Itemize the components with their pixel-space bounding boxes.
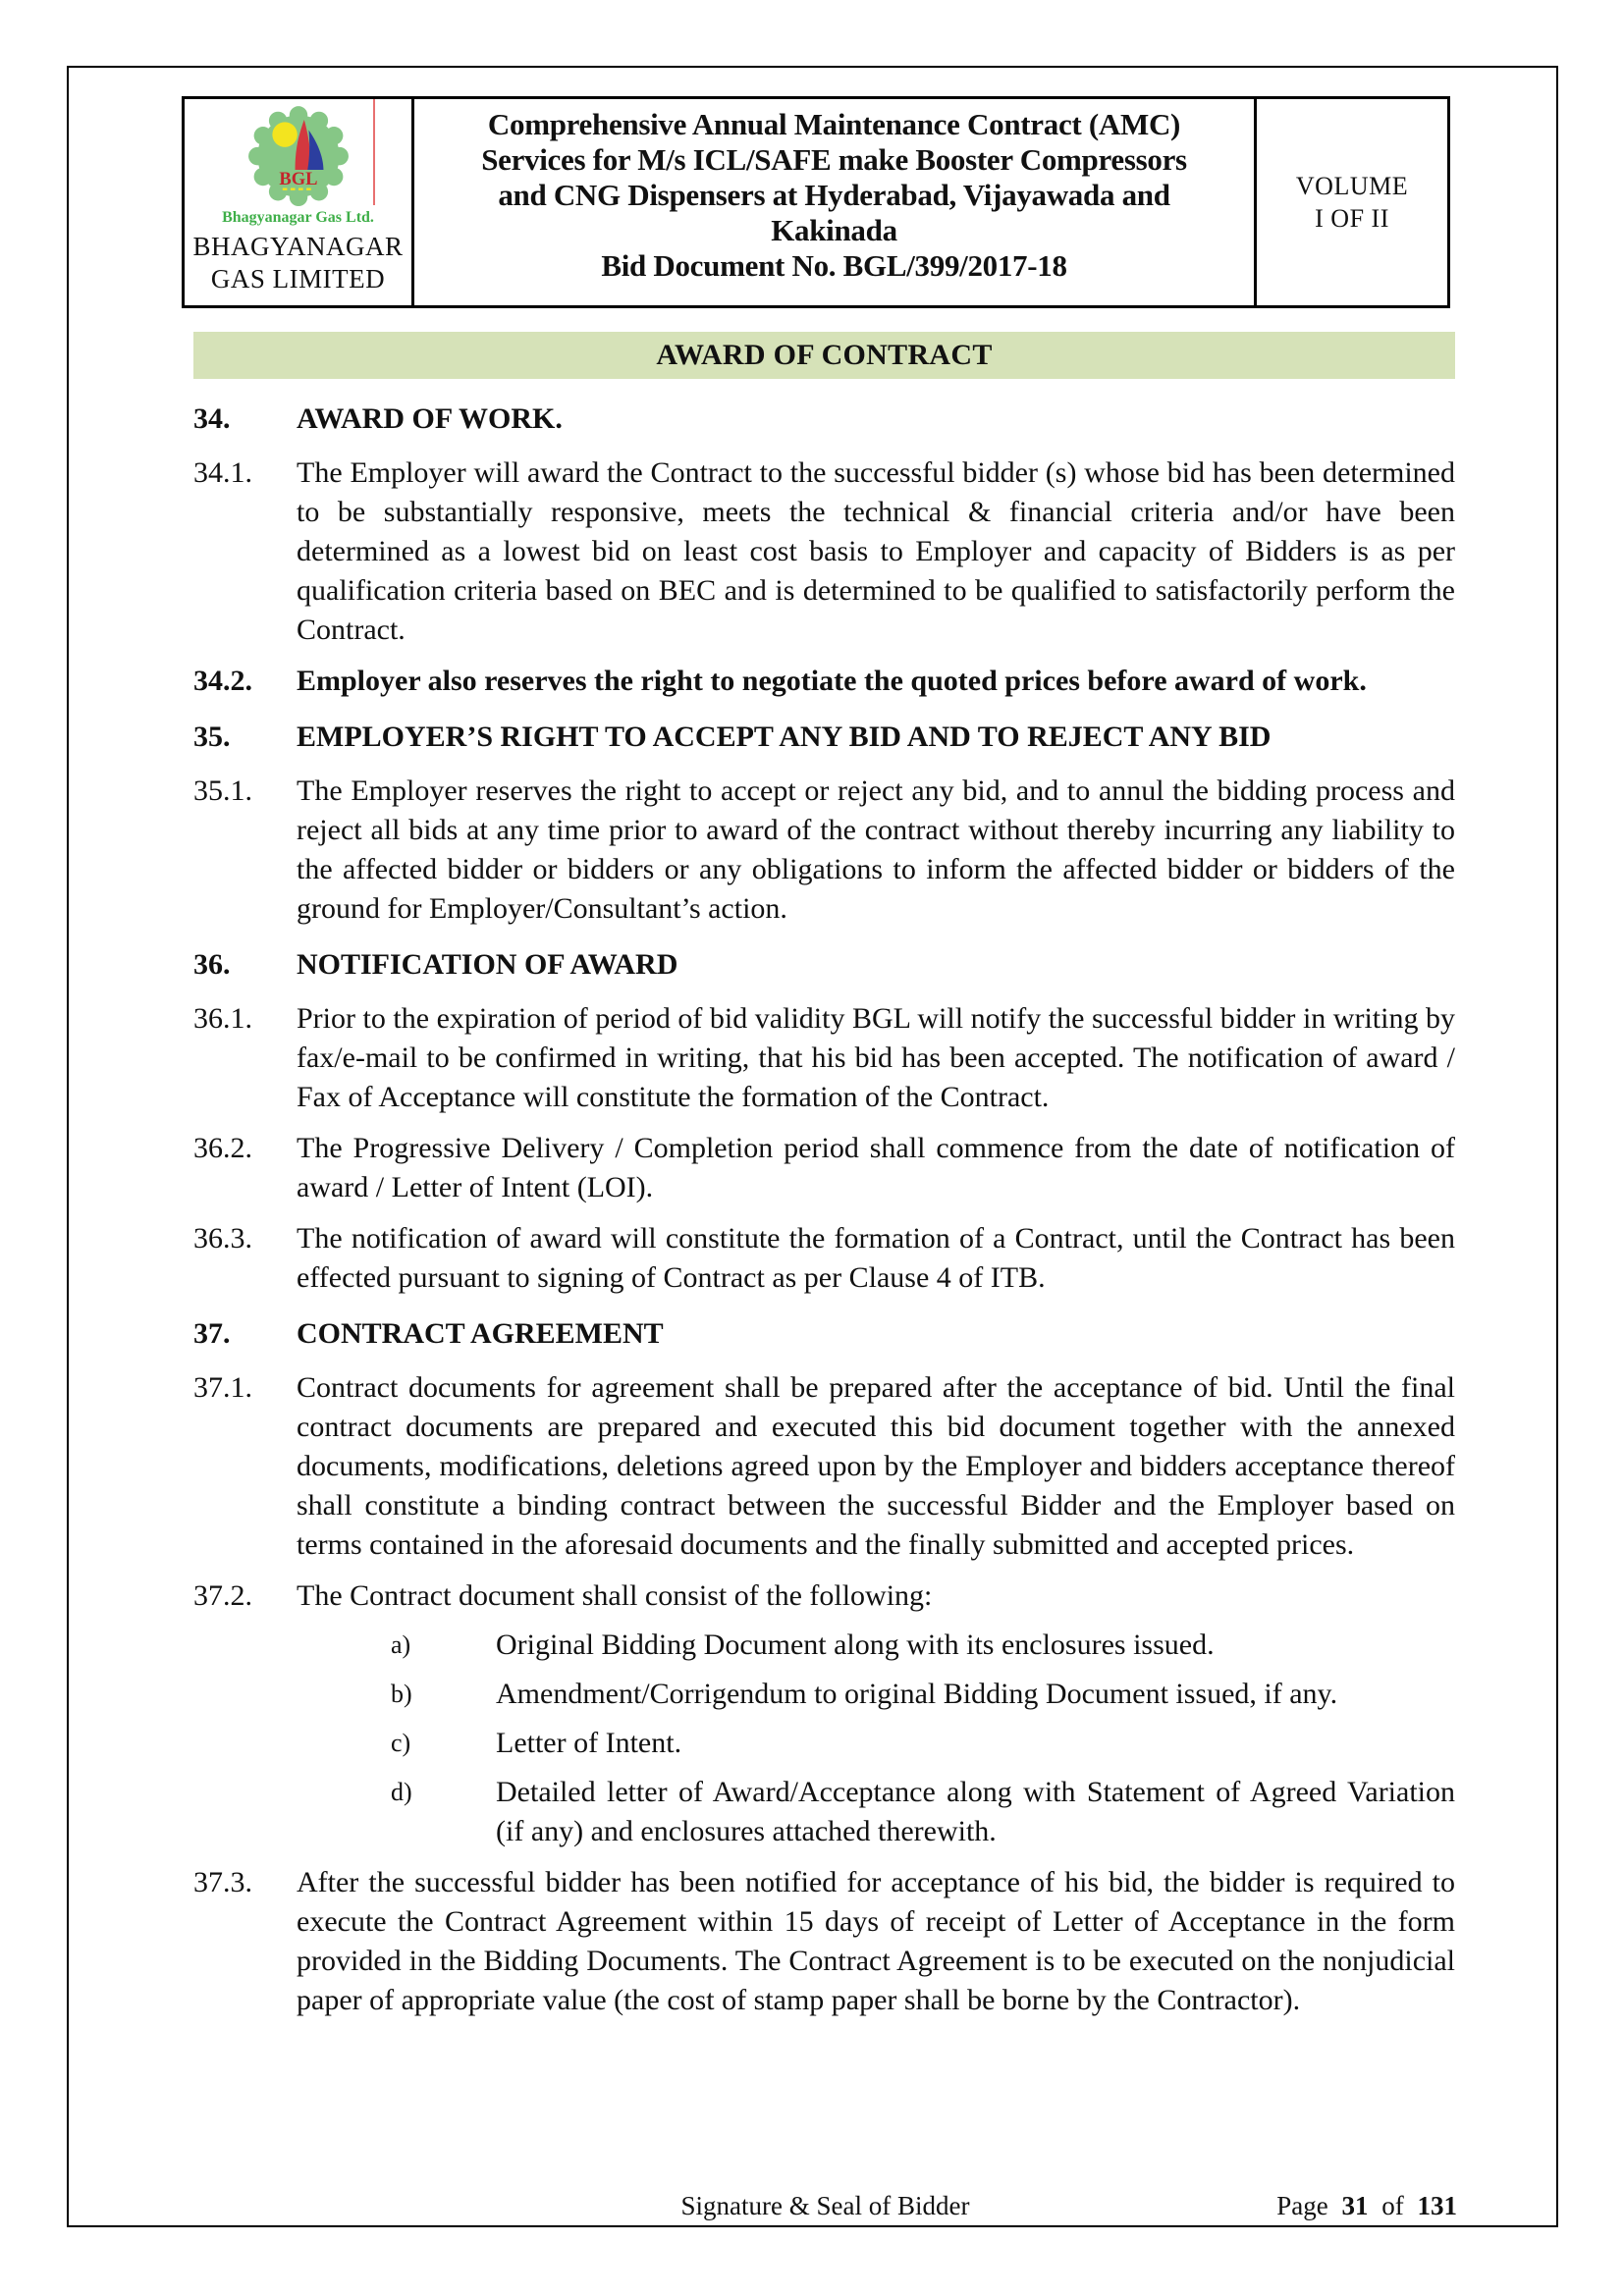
sublist-text: Original Bidding Document along with its enclosures issued.	[496, 1629, 1215, 1661]
clause-text	[297, 1576, 1455, 1851]
clause-paragraph: The Progressive Delivery / Completion period shall commence from the date of notification of award / Letter of Intent (LOI).	[297, 1132, 1455, 1203]
clause	[193, 1863, 1455, 2020]
clause-paragraph: The notification of award will constitute the formation of a Contract, until the Contract has been effected pursuant to signing of Contract as per Clause 4 of ITB.	[297, 1222, 1455, 1294]
company-name-line2: GAS LIMITED	[210, 264, 386, 294]
clause-paragraph: The Employer reserves the right to accept or reject any bid, and to annul the bidding process and reject all bids at any time prior to award of the contract without thereby incurring any liability to the affected bidder or bidders or any obligations to inform the affected bidder or bidders of the ground for Employer/Consultant’s action.	[297, 774, 1455, 925]
logo-acronym-text: BGL	[278, 169, 318, 190]
award-banner	[193, 332, 1455, 379]
clause-number: 37.3.	[193, 1866, 252, 1898]
bgl-logo-icon	[241, 105, 356, 213]
clause	[193, 772, 1455, 929]
clause	[193, 1219, 1455, 1298]
section-title: NOTIFICATION OF AWARD	[297, 948, 678, 981]
award-banner-label: AWARD OF CONTRACT	[656, 339, 993, 371]
sublist-item	[391, 1724, 1455, 1763]
clause-text	[297, 1368, 1455, 1565]
page-current: 31	[1341, 2191, 1369, 2220]
section-heading	[193, 1317, 1455, 1351]
clause-text	[297, 999, 1455, 1117]
header-logo-cell	[185, 99, 414, 305]
of-word: of	[1381, 2191, 1404, 2220]
document-title	[414, 99, 1257, 305]
sublist-letter: a)	[391, 1630, 411, 1659]
signature-seal-label: Signature & Seal of Bidder	[680, 2191, 970, 2220]
page-content	[193, 332, 1455, 2032]
section-heading	[193, 721, 1455, 754]
section-number: 35.	[193, 721, 231, 753]
company-name-line1: BHAGYANAGAR	[192, 232, 404, 261]
clause-text	[297, 1129, 1455, 1207]
title-line: Services for M/s ICL/SAFE make Booster Compressors	[481, 142, 1187, 177]
clause-text	[297, 454, 1455, 650]
clause	[193, 999, 1455, 1117]
clause-number: 34.1.	[193, 456, 252, 489]
document-page	[67, 66, 1558, 2227]
sublist-text: Detailed letter of Award/Acceptance along with Statement of Agreed Variation (if any) and enclosures attached therewith.	[496, 1776, 1455, 1847]
header-table	[182, 96, 1450, 308]
title-line: Comprehensive Annual Maintenance Contract (AMC)	[487, 107, 1181, 141]
page-number	[969, 2191, 1457, 2221]
clause-number: 36.2.	[193, 1132, 252, 1164]
page-word: Page	[1276, 2191, 1328, 2220]
clause-paragraph: Contract documents for agreement shall be prepared after the acceptance of bid. Until the final contract documents are prepared and executed this bid document together with the annexed documents, modifications, deletions agreed upon by the Employer and bidders acceptance thereof shall constitute a binding contract between the successful Bidder and the Employer based on terms contained in the aforesaid documents and the finally submitted and accepted prices.	[297, 1371, 1455, 1561]
section-heading	[193, 948, 1455, 982]
volume-line1: VOLUME	[1295, 172, 1409, 200]
sublist-text: Letter of Intent.	[496, 1727, 682, 1759]
section-number: 34.	[193, 402, 231, 435]
clause-text	[297, 772, 1455, 929]
clause	[193, 1576, 1455, 1851]
section-title: CONTRACT AGREEMENT	[297, 1317, 664, 1350]
clause-number: 34.2.	[193, 665, 252, 697]
clause-paragraph: The Employer will award the Contract to the successful bidder (s) whose bid has been determined to be substantially responsive, meets the technical & financial criteria and/or have been determined as a lowest bid on least cost basis to Employer and capacity of Bidders is as per qualification criteria based on BEC and is determined to be qualified to satisfactorily perform the Contract.	[297, 456, 1455, 646]
clause-text	[297, 662, 1455, 701]
sublist-letter: c)	[391, 1729, 411, 1757]
volume-cell	[1257, 99, 1447, 305]
section-number: 37.	[193, 1317, 231, 1350]
bid-document-number: Bid Document No. BGL/399/2017-18	[601, 248, 1067, 283]
red-line-artifact	[373, 99, 375, 205]
clause-number: 36.1.	[193, 1002, 252, 1035]
sublist-item	[391, 1773, 1455, 1851]
section-number: 36.	[193, 948, 231, 981]
clause-number: 35.1.	[193, 774, 252, 807]
clause-sublist	[297, 1626, 1455, 1851]
clause	[193, 1368, 1455, 1565]
clause	[193, 454, 1455, 650]
clause-text	[297, 1219, 1455, 1298]
clause-number: 37.2.	[193, 1579, 252, 1612]
page-total: 131	[1417, 2191, 1458, 2220]
logo-org-name: Bhagyanagar Gas Ltd.	[222, 209, 374, 226]
clause-paragraph: Employer also reserves the right to negotiate the quoted prices before award of work.	[297, 665, 1367, 697]
sublist-letter: b)	[391, 1680, 412, 1708]
section-title: EMPLOYER’S RIGHT TO ACCEPT ANY BID AND TO REJECT ANY BID	[297, 721, 1272, 753]
title-line: Kakinada	[771, 213, 897, 247]
clause-paragraph: The Contract document shall consist of the following:	[297, 1579, 933, 1612]
section-title: AWARD OF WORK.	[297, 402, 563, 435]
clause-paragraph: Prior to the expiration of period of bid validity BGL will notify the successful bidder in writing by fax/e-mail to be confirmed in writing, that his bid has been accepted. The notification of award / Fax of Acceptance will constitute the formation of the Contract.	[297, 1002, 1455, 1113]
volume-line2: I OF II	[1315, 204, 1389, 233]
clause	[193, 1129, 1455, 1207]
clauses-area	[193, 402, 1455, 2020]
clause	[193, 662, 1455, 701]
company-name	[192, 231, 403, 295]
page-footer	[193, 2191, 1457, 2221]
section-heading	[193, 402, 1455, 436]
clause-paragraph: After the successful bidder has been notified for acceptance of his bid, the bidder is required to execute the Contract Agreement within 15 days of receipt of Letter of Acceptance in the form provided in the Bidding Documents. The Contract Agreement is to be executed on the nonjudicial paper of appropriate value (the cost of stamp paper shall be borne by the Contractor).	[297, 1866, 1455, 2016]
clause-text	[297, 1863, 1455, 2020]
sublist-text: Amendment/Corrigendum to original Bidding Document issued, if any.	[496, 1678, 1338, 1710]
clause-number: 37.1.	[193, 1371, 252, 1404]
clause-number: 36.3.	[193, 1222, 252, 1255]
title-line: and CNG Dispensers at Hyderabad, Vijayawada and	[498, 178, 1170, 212]
sublist-letter: d)	[391, 1778, 412, 1806]
sublist-item	[391, 1626, 1455, 1665]
sublist-item	[391, 1675, 1455, 1714]
